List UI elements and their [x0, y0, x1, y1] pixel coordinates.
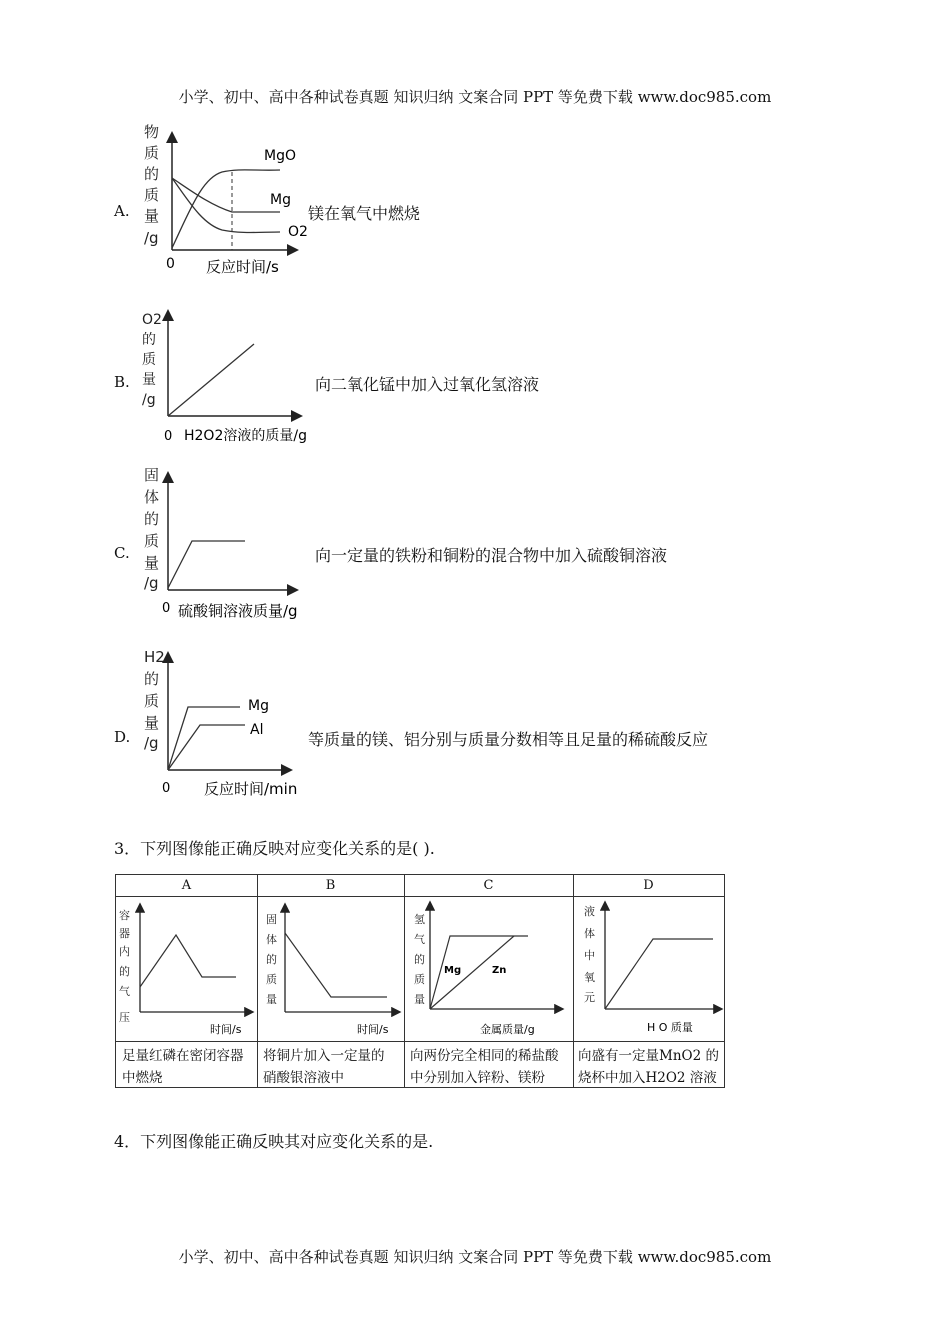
oxygen-element-line: [605, 939, 713, 1009]
y-label-char: O2: [142, 312, 162, 328]
y-label-char: /g: [142, 392, 156, 408]
column-head-b: B: [325, 878, 336, 893]
caption-line: 将铜片加入一定量的: [263, 1048, 385, 1064]
y-label-char: 体: [266, 933, 277, 946]
y-label-char: 固: [144, 466, 160, 484]
table-chart-a: [116, 897, 257, 1041]
y-label-char: 的: [119, 965, 130, 978]
option-d-description: 等质量的镁、铝分别与质量分数相等且足量的稀硫酸反应: [308, 730, 709, 749]
x-axis-label: 金属质量/g: [480, 1023, 535, 1036]
question-3-text: 3．下列图像能正确反映对应变化关系的是( ).: [114, 839, 435, 858]
y-label-char: 体: [144, 488, 160, 506]
page-header: 小学、初中、高中各种试卷真题 知识归纳 文案合同 PPT 等免费下载 www.doc985.com: [178, 88, 772, 106]
y-label-char: 中: [584, 949, 595, 962]
y-label-char: 的: [266, 953, 277, 966]
option-a-chart: [130, 120, 310, 280]
solid-mass-line: [168, 541, 245, 588]
y-label-char: 压: [119, 1011, 130, 1024]
table-chart-d: [573, 897, 724, 1041]
option-d-chart: [130, 646, 320, 806]
column-head-c: C: [483, 878, 494, 893]
x-axis-label: 反应时间/s: [206, 258, 279, 276]
y-label-char: 氧: [584, 971, 595, 984]
caption-b: [263, 1045, 403, 1089]
y-label-char: 氢: [414, 913, 425, 926]
series-label-al: Al: [250, 722, 264, 738]
solid-mass-line: [285, 933, 387, 997]
y-label-char: 量: [144, 207, 160, 225]
caption-a: [122, 1045, 254, 1089]
column-head-d: D: [643, 878, 654, 893]
x-axis-label: H2O2溶液的质量/g: [184, 428, 307, 444]
mg-curve: [172, 178, 280, 212]
y-label-char: /g: [144, 734, 159, 752]
y-label-char: 量: [144, 554, 160, 572]
origin-label: 0: [166, 256, 175, 272]
y-label-char: 气: [414, 933, 425, 946]
table-caption-divider: [116, 1041, 724, 1042]
y-label-char: 内: [119, 945, 130, 958]
caption-d: [578, 1045, 722, 1089]
option-c-description: 向一定量的铁粉和铜粉的混合物中加入硫酸铜溶液: [315, 546, 668, 565]
option-b-letter: B.: [114, 373, 130, 391]
y-label-char: 质: [144, 144, 160, 162]
series-label-mg: Mg: [444, 965, 462, 976]
column-head-a: A: [181, 878, 192, 893]
y-label-char: H2: [144, 648, 165, 666]
o2-line: [168, 344, 254, 416]
x-axis-label: 时间/s: [357, 1023, 389, 1036]
y-label-char: 元: [584, 991, 595, 1004]
y-label-char: 量: [414, 993, 425, 1006]
caption-line: 足量红磷在密闭容器: [122, 1048, 244, 1064]
y-label-char: 质: [144, 692, 160, 710]
y-label-char: 器: [119, 927, 130, 940]
question-4-text: 4．下列图像能正确反映其对应变化关系的是.: [114, 1132, 434, 1151]
caption-line: 向两份完全相同的稀盐酸: [410, 1048, 559, 1064]
option-b-description: 向二氧化锰中加入过氧化氢溶液: [315, 375, 540, 394]
series-label-mg: Mg: [248, 698, 269, 714]
y-label-char: 质: [266, 973, 277, 986]
mgo-curve: [172, 170, 280, 248]
option-a-letter: A.: [114, 202, 130, 220]
origin-label: 0: [162, 781, 171, 796]
o2-curve: [172, 178, 280, 233]
y-label-char: 体: [584, 927, 595, 940]
y-label-char: 液: [584, 905, 595, 918]
caption-line: 中燃烧: [122, 1070, 163, 1086]
series-label-zn: Zn: [492, 965, 507, 976]
option-c-chart: [130, 462, 330, 626]
y-label-char: 的: [144, 510, 160, 528]
y-label-char: 量: [142, 372, 156, 388]
series-label-mgo: MgO: [264, 148, 296, 164]
y-label-char: 容: [119, 909, 130, 922]
y-label-char: 的: [414, 953, 425, 966]
y-label-char: 固: [266, 913, 277, 926]
y-label-char: 质: [142, 352, 156, 368]
x-axis-label: 反应时间/min: [204, 780, 298, 798]
pressure-line: [140, 935, 236, 987]
origin-label: 0: [164, 429, 173, 444]
y-label-char: 气: [119, 985, 130, 998]
option-b-chart: [130, 306, 330, 450]
x-axis-label: H O 质量: [647, 1021, 693, 1034]
y-label-char: 质: [144, 532, 160, 550]
page-footer: 小学、初中、高中各种试卷真题 知识归纳 文案合同 PPT 等免费下载 www.doc985.com: [178, 1248, 772, 1266]
x-axis-label: 硫酸铜溶液质量/g: [178, 602, 298, 620]
y-label-char: 质: [144, 186, 160, 204]
caption-line: 硝酸银溶液中: [263, 1070, 344, 1086]
y-label-char: 质: [414, 973, 425, 986]
y-label-char: 的: [142, 332, 156, 348]
series-label-mg: Mg: [270, 192, 291, 208]
series-label-o2: O2: [288, 224, 308, 240]
caption-line: 向盛有一定量MnO2 的: [578, 1048, 719, 1064]
option-a-description: 镁在氧气中燃烧: [308, 204, 421, 223]
caption-line: 烧杯中加入H2O2 溶液: [578, 1070, 717, 1086]
mg-line: [168, 707, 240, 770]
y-label-char: 量: [144, 714, 160, 732]
x-axis-label: 时间/s: [210, 1023, 242, 1036]
question-3-table: [115, 874, 725, 1088]
y-label-char: 量: [266, 993, 277, 1006]
table-chart-b: [257, 897, 404, 1041]
option-c-letter: C.: [114, 544, 130, 562]
caption-c: [410, 1045, 572, 1089]
y-label-char: 物: [144, 123, 160, 141]
y-label-char: 的: [144, 670, 160, 688]
table-chart-c: [404, 897, 573, 1041]
y-label-char: /g: [144, 574, 159, 592]
y-label-char: /g: [144, 229, 159, 247]
origin-label: 0: [162, 601, 171, 616]
option-d-letter: D.: [114, 728, 131, 746]
caption-line: 中分别加入锌粉、镁粉: [410, 1070, 545, 1086]
y-label-char: 的: [144, 165, 160, 183]
